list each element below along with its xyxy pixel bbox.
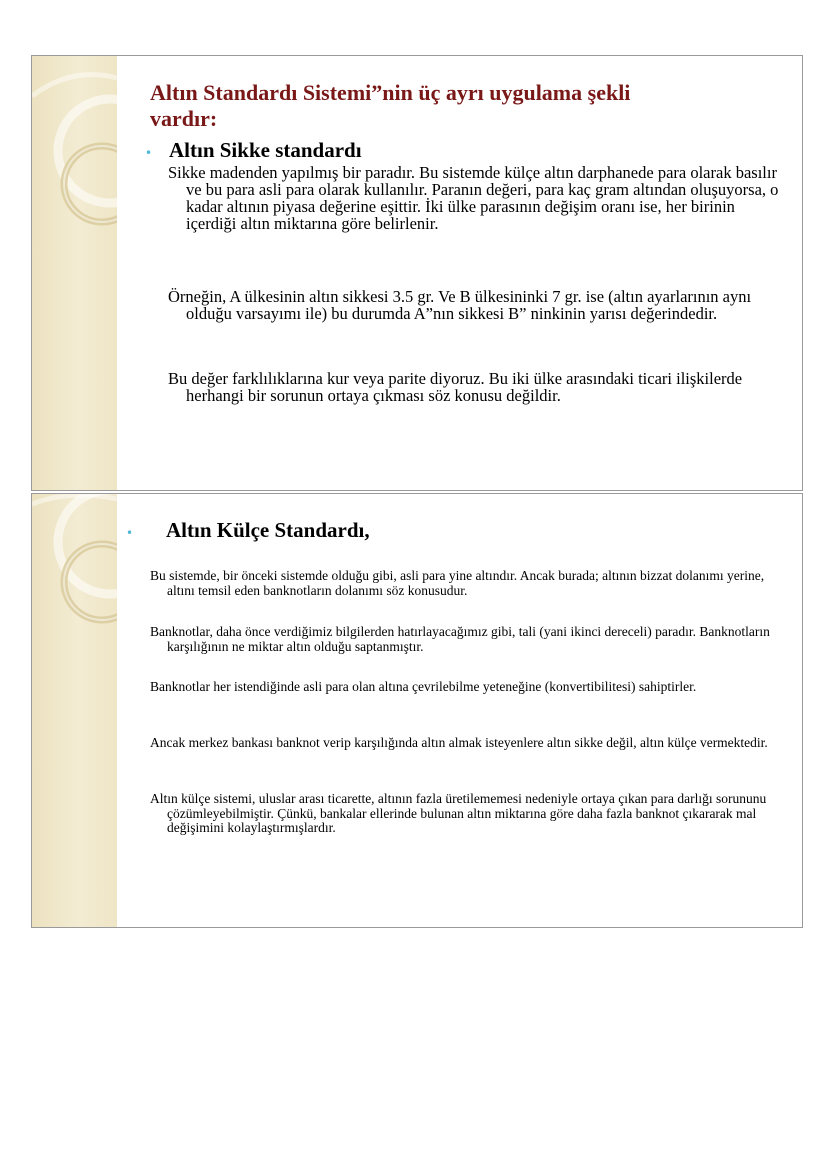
section-heading: Altın Külçe Standardı,: [166, 518, 370, 542]
bullet-icon: •: [145, 146, 153, 160]
paragraph: Ancak merkez bankası banknot verip karşılığında altın almak isteyenlere altın sikke değil, altın külçe vermektedir.: [150, 735, 768, 750]
slide-2: [31, 493, 803, 928]
decorative-rings-icon: [32, 494, 117, 928]
decorative-side-band: [32, 494, 117, 927]
bullet-heading-row: [126, 518, 370, 542]
paragraph: Altın külçe sistemi, uluslar arası ticarette, altının fazla üretilememesi nedeniyle ortaya çıkan para darlığı sorununu çözümleyebilmiştir. Çünkü, bankalar ellerinde bulunan altın miktarına göre daha fazla banknot çıkararak mal değişimini kolaylaştırmışlardır.: [150, 791, 767, 835]
decorative-rings-icon: [32, 56, 117, 491]
paragraph: Sikke madenden yapılmış bir paradır. Bu sistemde külçe altın darphanede para olarak basılır ve bu para asli para olarak kullanılır. Paranın değeri, para kaç gram altından oluşuyorsa, o kadar altının piyasa değerine eşittir. İki ülke parasının değişim oranı ise, her birinin içerdiği altın miktarına göre belirlenir.: [168, 163, 779, 233]
bullet-icon: •: [126, 526, 134, 540]
paragraph: Banknotlar her istendiğinde asli para olan altına çevrilebilme yeteneğine (konvertibilitesi) sahiptirler.: [150, 679, 697, 694]
slide-1: [31, 55, 803, 491]
decorative-side-band: [32, 56, 117, 490]
paragraph: Örneğin, A ülkesinin altın sikkesi 3.5 gr. Ve B ülkesininki 7 gr. ise (altın ayarlarının aynı olduğu varsayımı ile) bu durumda A”nın sikkesi B” ninkinin yarısı değerindedir.: [168, 287, 752, 323]
paragraph: Bu değer farklılıklarına kur veya parite diyoruz. Bu iki ülke arasındaki ticari ilişkilerde herhangi bir sorunun ortaya çıkması söz konusu değildir.: [168, 369, 743, 405]
slide-title: Altın Standardı Sistemi”nin üç ayrı uygulama şekli vardır:: [150, 80, 631, 131]
bullet-heading-row: [145, 138, 362, 162]
paragraph: Banknotlar, daha önce verdiğimiz bilgilerden hatırlayacağımız gibi, tali (yani ikinci dereceli) paradır. Banknotların karşılığının ne miktar altın olduğu saptanmıştır.: [150, 624, 770, 654]
paragraph: Bu sistemde, bir önceki sistemde olduğu gibi, asli para yine altındır. Ancak burada; altının bizzat dolanımı yerine, altını temsil eden banknotların dolanımı söz konusudur.: [150, 568, 765, 598]
section-heading: Altın Sikke standardı: [169, 138, 362, 162]
